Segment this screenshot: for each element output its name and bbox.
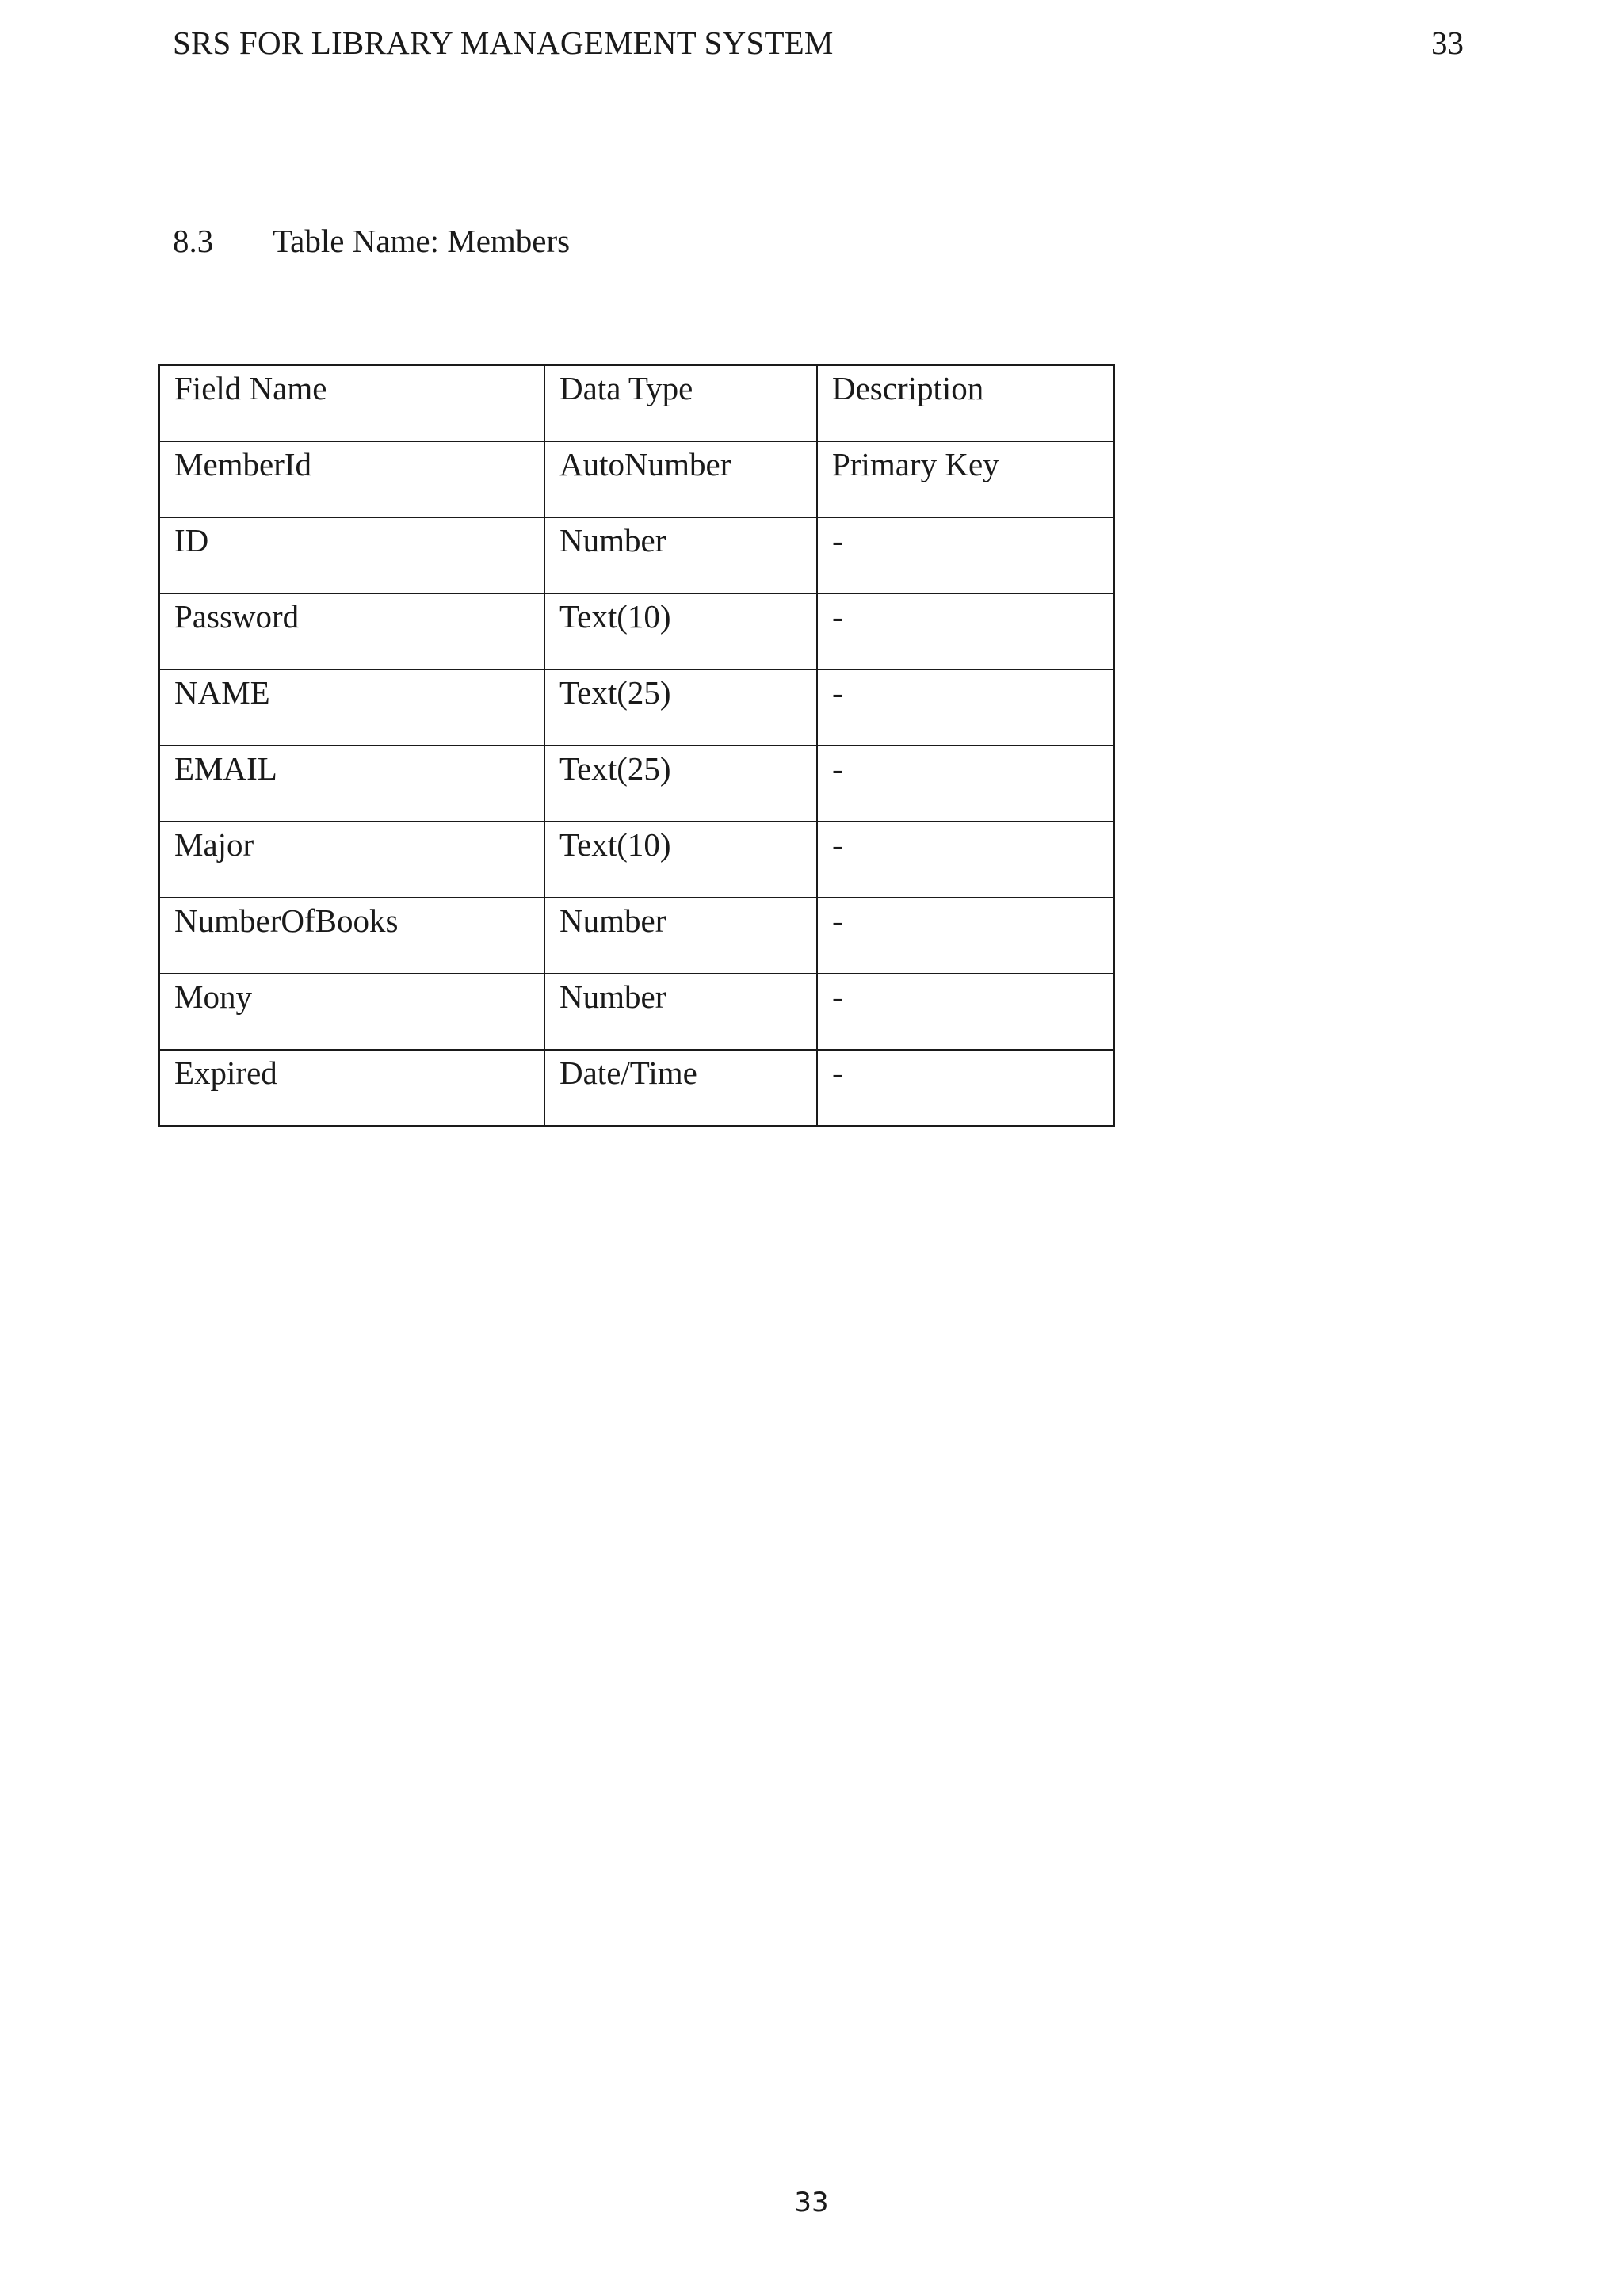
- description-cell: -: [817, 593, 1114, 669]
- field-name-cell: NumberOfBooks: [159, 898, 544, 974]
- field-name-cell: Mony: [159, 974, 544, 1050]
- field-name-cell: Major: [159, 822, 544, 898]
- description-cell: Primary Key: [817, 441, 1114, 517]
- section-number: 8.3: [173, 223, 214, 259]
- table-row: [159, 669, 1114, 746]
- field-name-cell: ID: [159, 517, 544, 593]
- description-cell: -: [817, 898, 1114, 974]
- data-type-cell: Date/Time: [544, 1050, 817, 1126]
- running-header-title: SRS FOR LIBRARY MANAGEMENT SYSTEM: [173, 25, 834, 61]
- data-type-cell: Text(25): [544, 746, 817, 822]
- description-cell: -: [817, 974, 1114, 1050]
- table-row: [159, 898, 1114, 974]
- field-name-cell: NAME: [159, 669, 544, 746]
- column-header-description: Description: [817, 365, 1114, 441]
- field-name-cell: Password: [159, 593, 544, 669]
- section-title: Table Name: Members: [273, 223, 571, 259]
- footer-page-number: 33: [794, 2187, 829, 2218]
- description-cell: -: [817, 517, 1114, 593]
- table-row: [159, 974, 1114, 1050]
- field-name-cell: EMAIL: [159, 746, 544, 822]
- data-type-cell: Number: [544, 517, 817, 593]
- data-type-cell: AutoNumber: [544, 441, 817, 517]
- table-row: [159, 822, 1114, 898]
- table-row: [159, 517, 1114, 593]
- table-header-row: [159, 365, 1114, 441]
- section-heading: [173, 220, 570, 261]
- data-type-cell: Text(10): [544, 822, 817, 898]
- table-row: [159, 593, 1114, 669]
- table-row: [159, 441, 1114, 517]
- field-name-cell: Expired: [159, 1050, 544, 1126]
- header-page-number: 33: [1431, 25, 1464, 61]
- table-row: [159, 1050, 1114, 1126]
- field-name-cell: MemberId: [159, 441, 544, 517]
- description-cell: -: [817, 822, 1114, 898]
- data-type-cell: Number: [544, 974, 817, 1050]
- column-header-data-type: Data Type: [544, 365, 817, 441]
- description-cell: -: [817, 1050, 1114, 1126]
- column-header-field-name: Field Name: [159, 365, 544, 441]
- data-type-cell: Number: [544, 898, 817, 974]
- table-row: [159, 746, 1114, 822]
- description-cell: -: [817, 669, 1114, 746]
- data-type-cell: Text(10): [544, 593, 817, 669]
- description-cell: -: [817, 746, 1114, 822]
- data-type-cell: Text(25): [544, 669, 817, 746]
- members-table: [158, 364, 1115, 1127]
